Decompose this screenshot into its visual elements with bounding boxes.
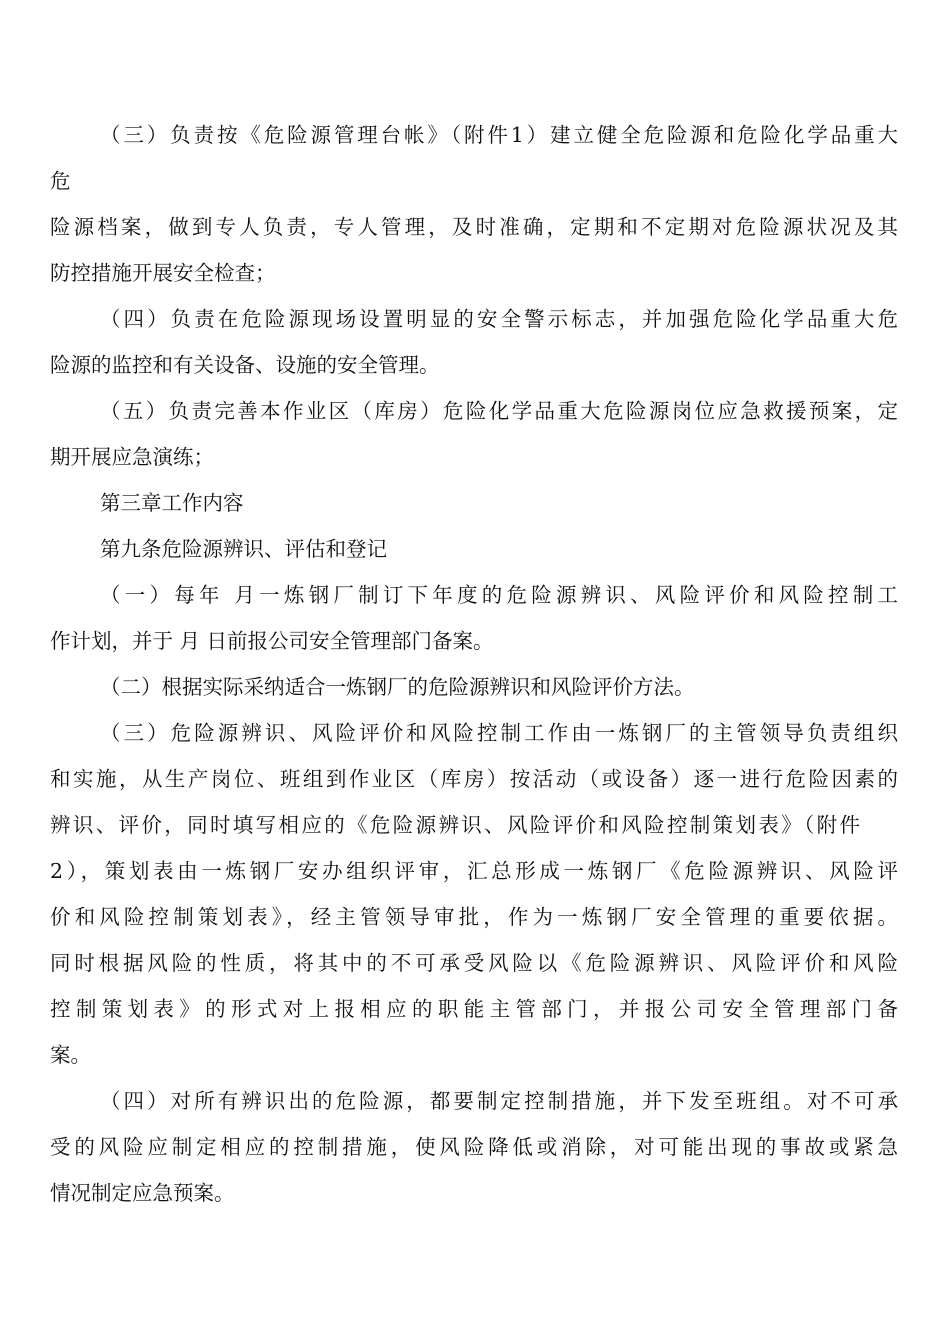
paragraph-line: （四）负责在危险源现场设置明显的安全警示标志，并加强危险化学品重大危 (100, 307, 898, 331)
paragraph-line: 期开展应急演练； (50, 445, 214, 469)
paragraph-line: （一）每年 月一炼钢厂制订下年度的危险源辨识、风险评价和风险控制工 (100, 583, 898, 607)
paragraph-line: 情况制定应急预案。 (50, 1181, 235, 1205)
paragraph-line: （四）对所有辨识出的危险源，都要制定控制措施，并下发至班组。对不可承 (100, 1089, 898, 1113)
paragraph-line: 同时根据风险的性质，将其中的不可承受风险以《危险源辨识、风险评价和风险 (50, 951, 898, 975)
paragraph-line: 控制策划表》的形式对上报相应的职能主管部门，并报公司安全管理部门备 (50, 997, 898, 1021)
paragraph-line: 和实施，从生产岗位、班组到作业区（库房）按活动（或设备）逐一进行危险因素的 (50, 767, 898, 791)
paragraph-line: 案。 (50, 1043, 91, 1067)
paragraph-line: （二）根据实际采纳适合一炼钢厂的危险源辨识和风险评价方法。 (100, 675, 695, 699)
paragraph-line: （三）危险源辨识、风险评价和风险控制工作由一炼钢厂的主管领导负责组织 (100, 721, 898, 745)
paragraph-line: 作计划，并于 月 日前报公司安全管理部门备案。 (50, 629, 494, 653)
paragraph-line: 危 (50, 169, 71, 193)
paragraph-line: 险源的监控和有关设备、设施的安全管理。 (50, 353, 440, 377)
paragraph-line: （五）负责完善本作业区（库房）危险化学品重大危险源岗位应急救援预案，定 (100, 399, 898, 423)
article-heading: 第九条危险源辨识、评估和登记 (100, 537, 387, 561)
paragraph-line: 价和风险控制策划表》，经主管领导审批，作为一炼钢厂安全管理的重要依据。 (50, 905, 898, 929)
paragraph-line: 2），策划表由一炼钢厂安办组织评审，汇总形成一炼钢厂《危险源辨识、风险评 (50, 859, 898, 883)
chapter-heading: 第三章工作内容 (100, 491, 244, 515)
paragraph-line: 辨识、评价，同时填写相应的《危险源辨识、风险评价和风险控制策划表》（附件 (50, 813, 860, 837)
paragraph-line: 险源档案，做到专人负责，专人管理，及时准确，定期和不定期对危险源状况及其 (50, 215, 898, 239)
paragraph-line: 受的风险应制定相应的控制措施，使风险降低或消除，对可能出现的事故或紧急 (50, 1135, 898, 1159)
paragraph-line: （三）负责按《危险源管理台帐》（附件1）建立健全危险源和危险化学品重大 (100, 123, 898, 147)
paragraph-line: 防控措施开展安全检查； (50, 261, 276, 285)
